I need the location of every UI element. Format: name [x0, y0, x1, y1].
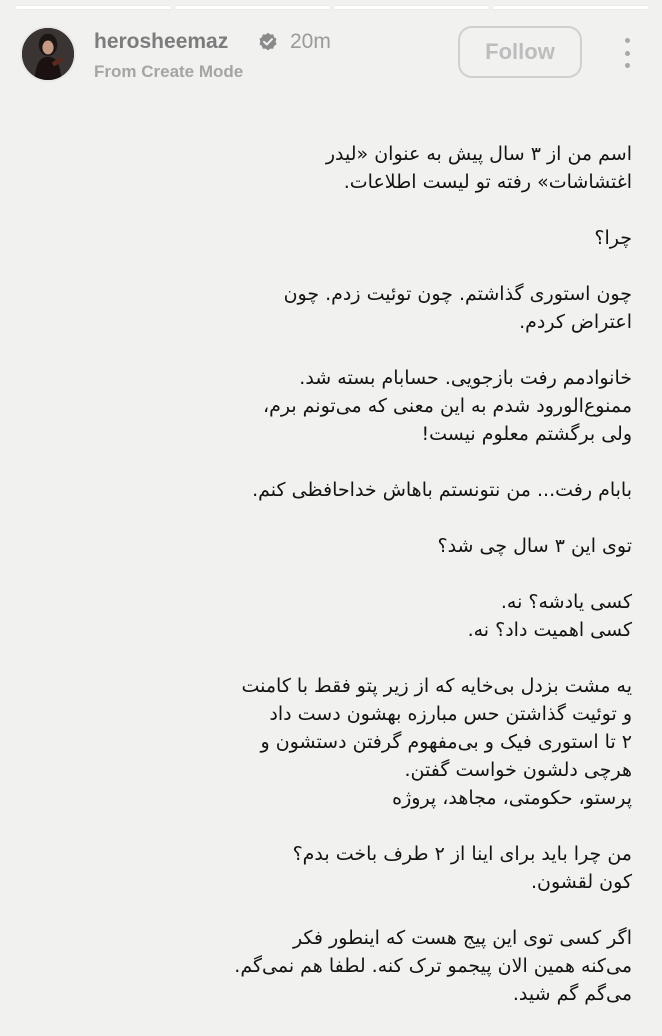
text-line: اغتشاشات» رفته تو لیست اطلاعات.: [343, 171, 632, 193]
text-line: هرچی دلشون خواست گفتن.: [404, 759, 632, 781]
avatar[interactable]: [20, 26, 76, 82]
text-line: من چرا باید برای اینا از ۲ طرف باخت بدم؟: [292, 843, 632, 865]
text-line: ولی برگشتم معلوم نیست!: [421, 423, 632, 445]
story-paragraph: [30, 364, 632, 448]
text-line: می‌گم گم شید.: [512, 983, 632, 1005]
story-progress-segment: [493, 6, 648, 9]
more-options-dot: [625, 51, 630, 56]
verified-badge-icon: [258, 32, 278, 52]
more-options-dot: [625, 63, 630, 68]
text-line: ۲ تا استوری فیک و بی‌مفهوم گرفتن دستشون و: [260, 731, 632, 753]
story-progress-segment: [334, 6, 489, 9]
text-line: یه مشت بزدل بی‌خایه که از زیر پتو فقط با کامنت: [241, 675, 632, 697]
follow-button[interactable]: Follow: [458, 26, 582, 78]
text-line: و توئیت گذاشتن حس مبارزه بهشون دست داد: [269, 703, 632, 725]
story-paragraph: [30, 532, 632, 560]
text-line: بابام رفت... من نتونستم باهاش خداحافظی کنم.: [252, 479, 632, 501]
story-paragraph: [30, 140, 632, 196]
username[interactable]: herosheemaz: [94, 30, 229, 53]
story-paragraph: [30, 588, 632, 644]
avatar-image: [22, 28, 74, 80]
text-line: می‌کنه همین الان پیجمو ترک کنه. لطفا هم نمی‌گم.: [234, 955, 632, 977]
text-line: پرستو، حکومتی، مجاهد، پروژه: [392, 787, 632, 809]
story-progress-bar: [16, 6, 648, 9]
text-line: چون استوری گذاشتم. چون توئیت زدم. چون: [283, 283, 632, 305]
story-paragraph: [30, 280, 632, 336]
post-time: 20m: [290, 30, 331, 53]
text-line: اعتراض کردم.: [519, 311, 632, 333]
story-progress-segment: [175, 6, 330, 9]
text-line: خانوادمم رفت بازجویی. حسابام بسته شد.: [299, 367, 632, 389]
story-paragraph: [30, 224, 632, 252]
story-text: [30, 140, 632, 1036]
text-line: ممنوع‌الورود شدم به این معنی که می‌تونم برم،: [262, 395, 632, 417]
more-options-dot: [625, 38, 630, 43]
text-line: کون لقشون.: [530, 871, 632, 893]
text-line: چرا؟: [594, 227, 632, 249]
story-progress-segment: [16, 6, 171, 9]
story-paragraph: [30, 924, 632, 1008]
text-line: کسی اهمیت داد؟ نه.: [467, 619, 632, 641]
text-line: اگر کسی توی این پیج هست که اینطور فکر: [292, 927, 632, 949]
story-header: [20, 26, 632, 86]
text-line: کسی یادشه؟ نه.: [500, 591, 632, 613]
story-paragraph: [30, 840, 632, 896]
text-line: توی این ۳ سال چی شد؟: [437, 535, 632, 557]
text-line: اسم من از ۳ سال پیش به عنوان «لیدر: [325, 143, 632, 165]
more-options-icon[interactable]: [622, 38, 632, 68]
story-paragraph: [30, 672, 632, 812]
story-subtitle: From Create Mode: [94, 62, 244, 81]
story-paragraph: [30, 476, 632, 504]
